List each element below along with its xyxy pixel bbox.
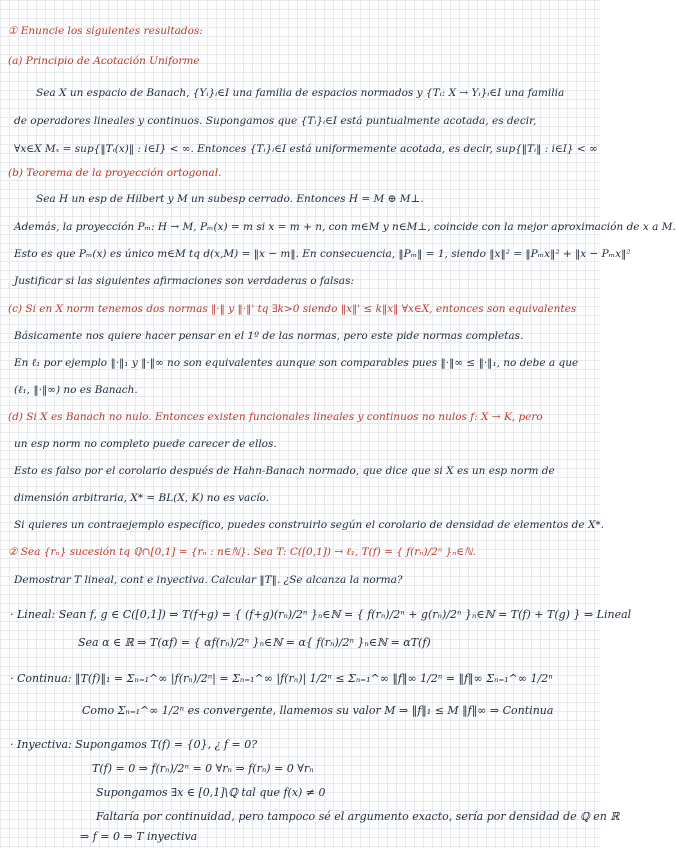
text-line: Esto es que Pₘ(x) es único m∈M tq d(x,M) = ‖x − m‖. En consecuencia, ‖Pₘ‖ = 1, siendo ‖x‖² = ‖Pₘx‖² + ‖x − Pₘx‖² [14, 248, 631, 260]
text-line: Demostrar T lineal, cont e inyectiva. Calcular ‖T‖. ¿Se alcanza la norma? [14, 574, 403, 586]
continuity-proof-line: · Continua: ‖T(f)‖₁ = Σₙ₌₁^∞ |f(rₙ)/2ⁿ| = Σₙ₌₁^∞ |f(rₙ)| 1/2ⁿ ≤ Σₙ₌₁^∞ ‖f‖∞ 1/2ⁿ = ‖f‖∞ Σₙ₌₁^∞ 1/2ⁿ [10, 672, 553, 685]
continuity-proof-line: Como Σₙ₌₁^∞ 1/2ⁿ es convergente, llamemos su valor M ⇒ ‖f‖₁ ≤ M ‖f‖∞ ⇒ Continua [82, 704, 554, 717]
linear-proof-line: · Lineal: Sean f, g ∈ C([0,1]) ⇒ T(f+g) = { (f+g)(rₙ)/2ⁿ }ₙ∈ℕ = { f(rₙ)/2ⁿ + g(rₙ)/2ⁿ }ₙ∈ℕ = T(f) + T(g) } ⇒ Lineal [10, 608, 632, 621]
text-line: un esp norm no completo puede carecer de ellos. [14, 438, 277, 450]
injectivity-proof-line: · Inyectiva: Supongamos T(f) = {0}, ¿ f = 0? [10, 738, 258, 751]
text-line: Además, la proyección Pₘ: H → M, Pₘ(x) = m si x = m + n, con m∈M y n∈M⊥, coincide con la mejor aproximación de x a M. [14, 221, 676, 233]
text-line: Sea X un espacio de Banach, {Yᵢ}ᵢ∈I una familia de espacios normados y {Tᵢ: X → Yᵢ}ᵢ∈I una familia [36, 87, 565, 99]
exercise-1-title: ① Enuncie los siguientes resultados: [8, 25, 203, 37]
text-line: ∀x∈X Mₓ = sup{‖Tᵢ(x)‖ : i∈I} < ∞. Entonces {Tᵢ}ᵢ∈I está uniformemente acotada, es decir, sup{‖Tᵢ‖ : i∈I} < ∞ [14, 143, 598, 155]
exercise-2-title: ② Sea {rₙ} sucesión tq ℚ∩[0,1] = {rₙ : n∈ℕ}. Sea T: C([0,1]) → ℓ₁, T(f) = { f(rₙ)/2ⁿ }ₙ∈ℕ. [8, 546, 476, 558]
injectivity-proof-line: ⇒ f = 0 ⇒ T inyectiva [80, 830, 198, 843]
text-line: Sea H un esp de Hilbert y M un subesp cerrado. Entonces H = M ⊕ M⊥. [36, 193, 424, 205]
part-b-heading: (b) Teorema de la proyección ortogonal. [8, 167, 222, 179]
injectivity-proof-line: Faltaría por continuidad, pero tampoco sé el argumento exacto, sería por densidad de ℚ en ℝ [96, 810, 620, 823]
injectivity-proof-line: Supongamos ∃x ∈ [0,1]\ℚ tal que f(x) ≠ 0 [96, 786, 326, 799]
text-line: Justificar si las siguientes afirmaciones son verdaderas o falsas: [14, 275, 354, 287]
text-line: dimensión arbitraria, X* = BL(X, K) no es vacío. [14, 492, 270, 504]
part-c-heading: (c) Si en X norm tenemos dos normas ‖·‖ y ‖·‖' tq ∃k>0 siendo ‖x‖' ≤ k‖x‖ ∀x∈X, entonces son equivalentes [8, 303, 577, 315]
text-line: Básicamente nos quiere hacer pensar en el 1º de las normas, pero este pide normas completas. [14, 330, 524, 342]
part-d-heading: (d) Si X es Banach no nulo. Entonces existen funcionales lineales y continuos no nulos f: X → K, pero [8, 411, 543, 423]
text-line: En ℓ₁ por ejemplo ‖·‖₁ y ‖·‖∞ no son equivalentes aunque son comparables pues ‖·‖∞ ≤ ‖·‖₁, no debe a que [14, 357, 579, 369]
text-line: (ℓ₁, ‖·‖∞) no es Banach. [14, 384, 138, 396]
text-line: Esto es falso por el corolario después de Hahn-Banach normado, que dice que si X es un esp norm de [14, 465, 555, 477]
text-line: de operadores lineales y continuos. Supongamos que {Tᵢ}ᵢ∈I está puntualmente acotada, es decir, [14, 115, 537, 127]
injectivity-proof-line: T(f) = 0 ⇒ f(rₙ)/2ⁿ = 0 ∀rₙ ⇒ f(rₙ) = 0 ∀rₙ [92, 762, 314, 775]
text-line: Si quieres un contraejemplo específico, puedes construirlo según el corolario de densidad de elementos de X*. [14, 519, 605, 531]
linear-proof-line: Sea α ∈ ℝ ⇒ T(αf) = { αf(rₙ)/2ⁿ }ₙ∈ℕ = α{ f(rₙ)/2ⁿ }ₙ∈ℕ = αT(f) [78, 636, 431, 649]
part-a-heading: (a) Principio de Acotación Uniforme [8, 55, 200, 67]
